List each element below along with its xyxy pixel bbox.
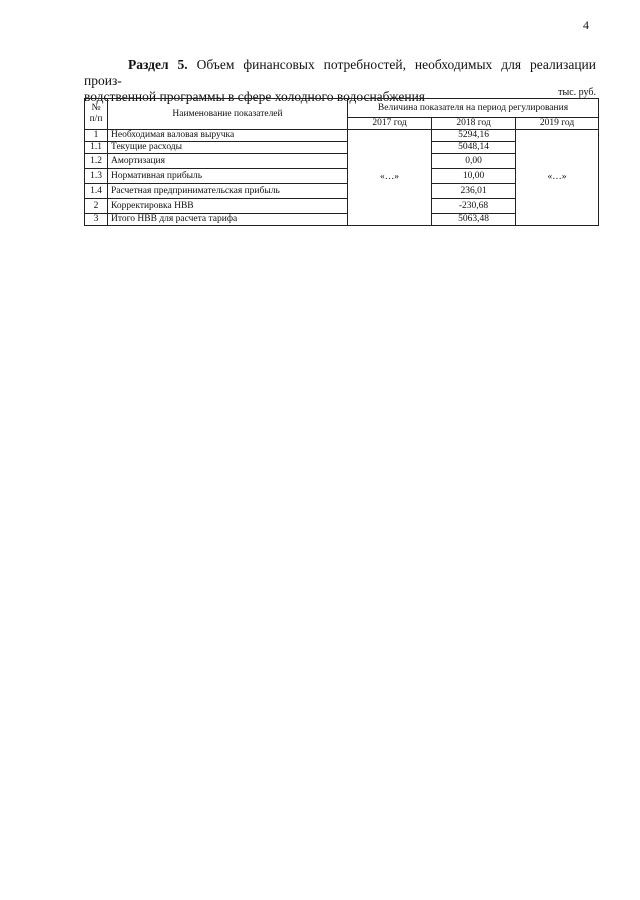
section-title-line2: водственной программы в сфере холодного водоснабжения: [84, 89, 426, 104]
header-num: № п/п: [85, 99, 108, 130]
row-value-2018: 5294,16: [432, 130, 516, 142]
row-num: 3: [85, 214, 108, 226]
section-label: Раздел 5.: [128, 57, 188, 72]
row-num: 1: [85, 130, 108, 142]
financial-needs-table: [84, 98, 599, 226]
value-2019-merged: «…»: [516, 130, 599, 226]
row-num: 1.2: [85, 154, 108, 169]
table-row: [85, 130, 599, 142]
row-value-2018: 10,00: [432, 169, 516, 184]
row-name: Амортизация: [108, 154, 348, 169]
row-value-2018: 5063,48: [432, 214, 516, 226]
row-value-2018: -230,68: [432, 199, 516, 214]
row-num: 2: [85, 199, 108, 214]
row-name: Корректировка НВВ: [108, 199, 348, 214]
row-name: Текущие расходы: [108, 142, 348, 154]
row-name: Расчетная предпринимательская прибыль: [108, 184, 348, 199]
header-period: Величина показателя на период регулирования: [348, 99, 599, 118]
header-year-2018: 2018 год: [432, 118, 516, 130]
row-value-2018: 236,01: [432, 184, 516, 199]
row-name: Итого НВВ для расчета тарифа: [108, 214, 348, 226]
header-name: Наименование показателей: [108, 99, 348, 130]
section-title-line1: [84, 57, 596, 89]
row-num: 1.3: [85, 169, 108, 184]
units-label: тыс. руб.: [558, 87, 596, 98]
value-2017-merged: «…»: [348, 130, 432, 226]
page-number: 4: [583, 18, 589, 32]
header-year-2019: 2019 год: [516, 118, 599, 130]
row-num: 1.1: [85, 142, 108, 154]
row-num: 1.4: [85, 184, 108, 199]
section-title-text: Объем финансовых потребностей, необходимых для реализации произ-: [84, 57, 596, 88]
row-value-2018: 0,00: [432, 154, 516, 169]
row-name: Необходимая валовая выручка: [108, 130, 348, 142]
row-name: Нормативная прибыль: [108, 169, 348, 184]
row-value-2018: 5048,14: [432, 142, 516, 154]
header-year-2017: 2017 год: [348, 118, 432, 130]
